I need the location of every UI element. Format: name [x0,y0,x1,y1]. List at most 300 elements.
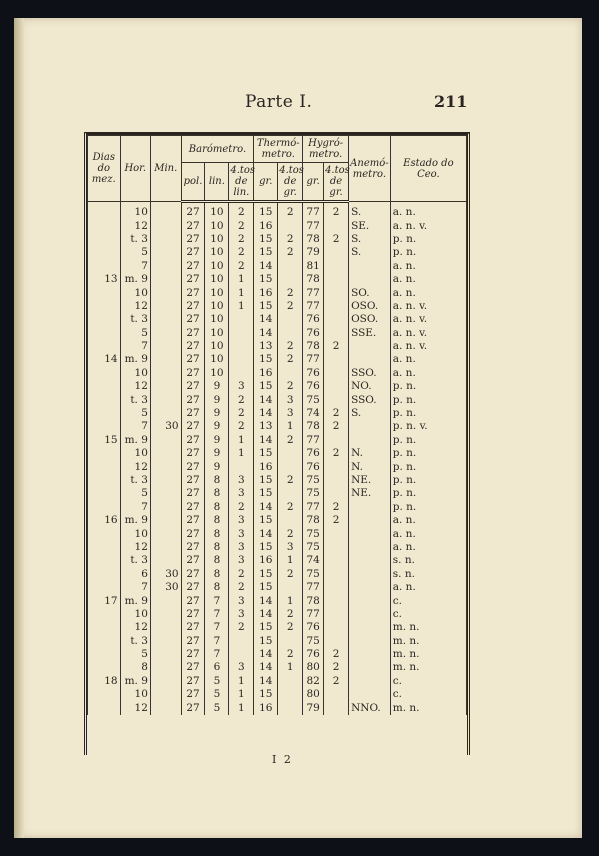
table-cell: 27 [181,353,205,366]
col-header-quartos-lin: 4.tos de lin. [229,163,254,202]
table-cell [349,353,391,366]
table-cell: 16 [254,460,278,473]
table-cell [324,581,349,594]
table-cell [278,367,303,380]
table-cell: 9 [205,460,229,473]
table-cell [278,313,303,326]
table-cell: 27 [181,621,205,634]
table-cell [324,460,349,473]
table-row [88,434,467,447]
table-row [88,581,467,594]
table-cell: 12 [120,380,150,393]
table-cell: 3 [229,380,254,393]
table-cell: 7 [120,581,150,594]
table-cell: 1 [229,447,254,460]
table-cell: 8 [205,581,229,594]
table-cell: 2 [229,581,254,594]
table-cell [324,541,349,554]
table-cell [349,527,391,540]
table-cell [278,514,303,527]
table-cell [349,541,391,554]
table-cell: 27 [181,340,205,353]
table-cell: 27 [181,300,205,313]
table-cell: 10 [205,353,229,366]
table-cell: 8 [205,514,229,527]
table-cell: 27 [181,541,205,554]
table-cell: 10 [205,300,229,313]
table-row [88,447,467,460]
table-cell: m. n. [390,661,466,674]
table-cell: 15 [254,541,278,554]
table-row [88,420,467,433]
table-cell: 7 [205,594,229,607]
col-header-hygro-gr: gr. [303,163,324,202]
table-cell [88,501,121,514]
table-cell [150,675,181,688]
table-row [88,661,467,674]
table-cell [150,621,181,634]
table-cell [88,246,121,259]
table-cell [150,554,181,567]
table-cell [349,581,391,594]
table-row [88,340,467,353]
table-cell: 14 [254,501,278,514]
table-cell: m. 9 [120,273,150,286]
table-cell [324,635,349,648]
table-cell: 2 [229,407,254,420]
table-cell: 1 [278,420,303,433]
table-cell: 78 [303,233,324,246]
col-header-thermometro: Thermó-metro. [254,136,303,163]
table-cell: 9 [205,434,229,447]
table-cell: 27 [181,380,205,393]
table-cell: 2 [229,219,254,232]
col-header-thermo-gr: gr. [254,163,278,202]
table-cell: a. n. [390,286,466,299]
table-row [88,273,467,286]
table-cell: 3 [229,554,254,567]
table-cell: 10 [120,527,150,540]
table-cell [150,327,181,340]
table-cell: 2 [229,420,254,433]
table-cell: 27 [181,420,205,433]
table-cell: 15 [254,380,278,393]
table-cell: 2 [278,474,303,487]
table-cell: 15 [254,273,278,286]
table-cell: 75 [303,635,324,648]
table-cell: 27 [181,661,205,674]
table-cell: c. [390,608,466,621]
col-header-lin: lin. [205,163,229,202]
table-cell [88,608,121,621]
table-cell: SO. [349,286,391,299]
table-cell: 1 [229,300,254,313]
table-cell: S. [349,407,391,420]
table-cell: 13 [254,340,278,353]
table-cell: 1 [229,688,254,701]
table-cell: 3 [229,541,254,554]
table-cell: 6 [205,661,229,674]
table-cell [150,380,181,393]
table-cell: 77 [303,286,324,299]
table-cell: 77 [303,219,324,232]
table-cell: 9 [205,380,229,393]
table-cell: 8 [120,661,150,674]
running-title: Parte I. [245,92,313,112]
table-cell: 1 [278,661,303,674]
table-cell: a. n. [390,527,466,540]
table-cell: 2 [278,340,303,353]
col-header-hor: Hor. [120,136,150,202]
table-cell [278,688,303,701]
table-cell: 7 [205,621,229,634]
table-cell [150,246,181,259]
table-cell [150,447,181,460]
table-cell: 2 [324,202,349,220]
table-cell [150,300,181,313]
table-cell: 7 [120,420,150,433]
table-cell: 27 [181,407,205,420]
table-cell: p. n. [390,407,466,420]
table-cell: 8 [205,554,229,567]
table-cell: 15 [88,434,121,447]
table-cell [324,327,349,340]
table-cell: 10 [120,367,150,380]
table-cell [150,219,181,232]
table-row [88,393,467,406]
table-cell [324,219,349,232]
table-cell: 10 [205,202,229,220]
table-cell: a. n. [390,273,466,286]
table-cell [150,487,181,500]
table-cell: 2 [324,675,349,688]
table-cell [88,219,121,232]
table-cell: 10 [205,313,229,326]
table-cell [229,327,254,340]
table-cell: 15 [254,300,278,313]
book-page [14,18,582,838]
table-cell: 78 [303,514,324,527]
table-cell [150,661,181,674]
table-cell: p. n. [390,434,466,447]
table-cell: 27 [181,648,205,661]
table-row [88,648,467,661]
table-cell [150,527,181,540]
table-cell: 27 [181,635,205,648]
table-cell: NE. [349,474,391,487]
table-cell: 76 [303,313,324,326]
table-cell [229,460,254,473]
table-cell [324,300,349,313]
table-cell: a. n. v. [390,340,466,353]
table-cell: SSE. [349,327,391,340]
table-cell [88,447,121,460]
table-cell [349,594,391,607]
table-cell: 81 [303,260,324,273]
table-cell [229,340,254,353]
table-cell: 9 [205,393,229,406]
table-cell: 78 [303,340,324,353]
table-cell: 14 [254,527,278,540]
table-cell [324,608,349,621]
table-cell [150,541,181,554]
table-cell: 7 [205,608,229,621]
table-cell: 2 [229,260,254,273]
table-cell: 3 [229,474,254,487]
table-cell: p. n. [390,246,466,259]
table-cell: a. n. [390,367,466,380]
table-cell: 77 [303,608,324,621]
table-cell: m. n. [390,621,466,634]
table-row [88,286,467,299]
table-cell: 10 [120,202,150,220]
table-cell [88,202,121,220]
table-cell: 30 [150,568,181,581]
table-cell: 5 [205,688,229,701]
table-row [88,380,467,393]
table-cell [88,460,121,473]
table-cell [349,420,391,433]
table-cell [278,701,303,714]
table-cell: 7 [120,260,150,273]
table-cell: 3 [278,393,303,406]
table-cell: 10 [205,246,229,259]
table-cell: 1 [229,286,254,299]
table-cell: 14 [254,393,278,406]
table-cell: 10 [205,327,229,340]
table-cell [349,340,391,353]
table-cell: 80 [303,661,324,674]
table-cell [150,514,181,527]
table-cell: S. [349,233,391,246]
table-cell [229,648,254,661]
table-cell: 77 [303,581,324,594]
table-cell [150,260,181,273]
table-row [88,554,467,567]
table-cell [278,581,303,594]
table-cell: t. 3 [120,635,150,648]
col-header-min: Min. [150,136,181,202]
table-cell [150,701,181,714]
table-cell: 10 [120,286,150,299]
table-cell: 27 [181,246,205,259]
table-cell [324,568,349,581]
table-cell: 2 [324,420,349,433]
table-cell: 15 [254,202,278,220]
table-cell: NO. [349,380,391,393]
table-cell: 5 [120,487,150,500]
table-cell: p. n. [390,501,466,514]
table-cell: p. n. [390,393,466,406]
table-cell: s. n. [390,568,466,581]
table-cell: a. n. [390,353,466,366]
table-cell: 2 [278,233,303,246]
table-cell: 8 [205,487,229,500]
table-cell [150,594,181,607]
col-header-pol: pol. [181,163,205,202]
table-cell: 77 [303,202,324,220]
table-cell: 3 [229,514,254,527]
table-cell: 15 [254,568,278,581]
table-cell: 15 [254,474,278,487]
table-cell: 10 [205,260,229,273]
table-cell [278,447,303,460]
table-cell [324,594,349,607]
table-cell [88,701,121,714]
table-cell: 15 [254,635,278,648]
table-cell: 27 [181,233,205,246]
table-cell: OSO. [349,313,391,326]
table-cell [88,527,121,540]
table-row [88,313,467,326]
table-cell: 16 [88,514,121,527]
table-cell: 27 [181,460,205,473]
table-cell [88,420,121,433]
table-cell [150,340,181,353]
table-cell [88,581,121,594]
table-cell: 14 [254,608,278,621]
table-cell [88,648,121,661]
table-cell: 14 [254,434,278,447]
table-cell: 12 [120,541,150,554]
table-cell: 82 [303,675,324,688]
table-row [88,300,467,313]
table-row [88,233,467,246]
table-cell [150,353,181,366]
table-cell: 27 [181,393,205,406]
table-cell: 14 [254,313,278,326]
table-cell: 14 [254,675,278,688]
table-cell [150,233,181,246]
table-cell: SSO. [349,367,391,380]
col-header-estado: Estado do Ceo. [390,136,466,202]
table-cell: 8 [205,527,229,540]
table-cell: 5 [120,246,150,259]
table-cell [278,273,303,286]
table-cell: c. [390,688,466,701]
table-cell: 75 [303,568,324,581]
table-cell: 75 [303,527,324,540]
table-row [88,260,467,273]
table-cell [88,474,121,487]
table-cell: 27 [181,501,205,514]
table-cell: 5 [205,675,229,688]
table-cell: 27 [181,554,205,567]
table-row [88,701,467,714]
table-cell [349,688,391,701]
table-cell: 9 [205,407,229,420]
table-cell: 5 [120,327,150,340]
table-cell [88,688,121,701]
table-cell: 16 [254,701,278,714]
table-cell [88,233,121,246]
table-row [88,246,467,259]
table-cell: 2 [324,514,349,527]
table-cell [278,327,303,340]
table-cell: 76 [303,460,324,473]
table-cell: a. n. [390,581,466,594]
table-cell: 16 [254,286,278,299]
table-cell: 27 [181,260,205,273]
table-cell: 77 [303,300,324,313]
table-cell [229,313,254,326]
table-cell: m. n. [390,648,466,661]
table-row [88,514,467,527]
table-cell: 15 [254,487,278,500]
table-cell: 2 [324,661,349,674]
table-cell [349,621,391,634]
table-cell [88,313,121,326]
table-cell: 2 [278,286,303,299]
table-cell: 13 [254,420,278,433]
table-cell: 8 [205,541,229,554]
table-cell: 27 [181,327,205,340]
table-cell: 1 [229,434,254,447]
table-cell: 3 [229,608,254,621]
table-cell: 2 [229,202,254,220]
table-row [88,327,467,340]
table-cell: 76 [303,367,324,380]
table-cell: 75 [303,541,324,554]
col-header-barometro: Barómetro. [181,136,254,163]
col-header-hygro-quartos: 4.tos de gr. [324,163,349,202]
table-cell: p. n. [390,447,466,460]
table-row [88,367,467,380]
table-cell: 27 [181,675,205,688]
table-cell: 13 [88,273,121,286]
table-cell: a. n. [390,260,466,273]
table-cell: 2 [229,568,254,581]
table-cell [324,273,349,286]
table-cell: 27 [181,286,205,299]
table-cell: 9 [205,447,229,460]
table-cell: 75 [303,393,324,406]
table-cell [349,675,391,688]
table-cell [324,434,349,447]
table-cell: 3 [278,541,303,554]
table-cell: 2 [229,501,254,514]
table-cell [88,367,121,380]
table-cell: 79 [303,246,324,259]
table-cell: 2 [278,434,303,447]
table-row [88,353,467,366]
table-cell: 30 [150,420,181,433]
table-cell: 2 [229,621,254,634]
table-cell: 27 [181,447,205,460]
col-header-anemometro: Anemó-metro. [349,136,391,202]
table-cell: 2 [278,648,303,661]
signature-mark: I 2 [272,753,293,766]
table-cell: 8 [205,501,229,514]
table-row [88,487,467,500]
table-cell: 15 [254,514,278,527]
table-cell [324,621,349,634]
table-cell [349,635,391,648]
table-cell [88,661,121,674]
table-cell [150,202,181,220]
table-cell [150,460,181,473]
table-cell [88,568,121,581]
table-cell: 12 [120,300,150,313]
table-row [88,527,467,540]
table-cell: 10 [205,340,229,353]
table-cell [229,635,254,648]
table-cell: 76 [303,447,324,460]
table-cell: 5 [120,407,150,420]
table-cell: 12 [120,701,150,714]
table-cell [88,327,121,340]
table-cell: 76 [303,621,324,634]
